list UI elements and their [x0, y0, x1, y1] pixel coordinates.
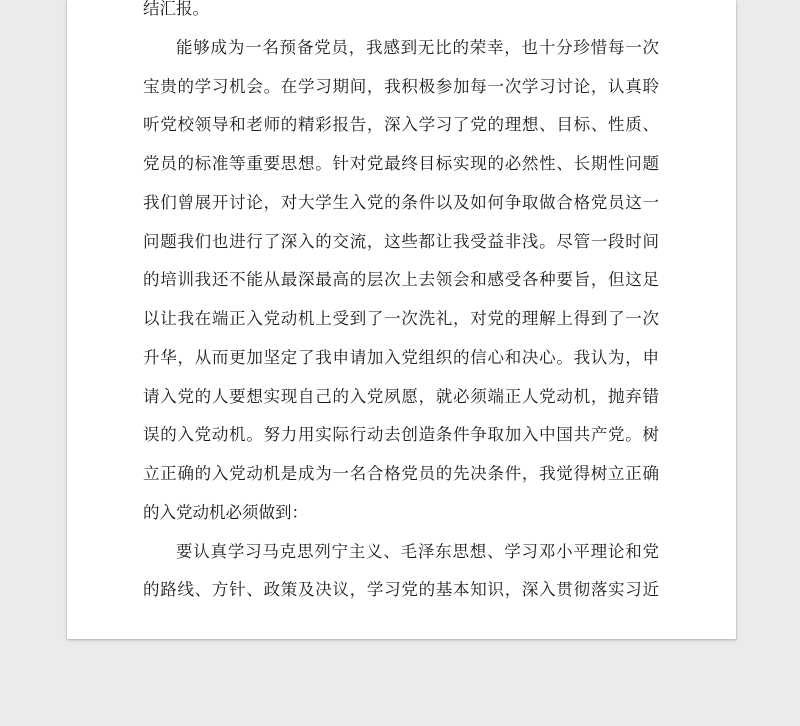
text-line: 能够成为一名预备党员，我感到无比的荣幸，也十分珍惜每一次	[176, 37, 659, 57]
text-line: 误的入党动机。努力用实际行动去创造条件争取加入中国共产党。树	[143, 425, 659, 445]
text-line: 升华，从而更加坚定了我申请加入党组织的信心和决心。我认为，申	[143, 347, 659, 367]
text-line: 听党校领导和老师的精彩报告，深入学习了党的理想、目标、性质、	[143, 115, 659, 135]
text-line: 宝贵的学习机会。在学习期间，我积极参加每一次学习讨论，认真聆	[143, 76, 659, 96]
text-line: 以让我在端正入党动机上受到了一次洗礼，对党的理解上得到了一次	[143, 309, 659, 328]
text-line: 立正确的入党动机是成为一名合格党员的先决条件，我觉得树立正确	[143, 464, 659, 483]
document-body	[143, 0, 659, 610]
text-line: 请入党的人要想实现自己的入党夙愿，就必须端正人党动机，抛弃错	[143, 386, 659, 406]
document-page	[67, 0, 736, 639]
text-line: 的入党动机必须做到：	[143, 502, 308, 522]
text-line: 要认真学习马克思列宁主义、毛泽东思想、学习邓小平理论和党	[176, 541, 659, 561]
text-line: 的培训我还不能从最深最高的层次上去领会和感受各种要旨，但这足	[143, 270, 659, 290]
text-line: 问题我们也进行了深入的交流，这些都让我受益非浅。尽管一段时间	[143, 231, 659, 251]
text-line: 结汇报。	[143, 0, 209, 18]
text-line: 党员的标准等重要思想。针对党最终目标实现的必然性、长期性问题	[143, 154, 659, 173]
text-line: 我们曾展开讨论，对大学生入党的条件以及如何争取做合格党员这一	[143, 192, 659, 212]
text-line: 的路线、方针、政策及决议，学习党的基本知识，深入贯彻落实习近	[143, 580, 659, 600]
